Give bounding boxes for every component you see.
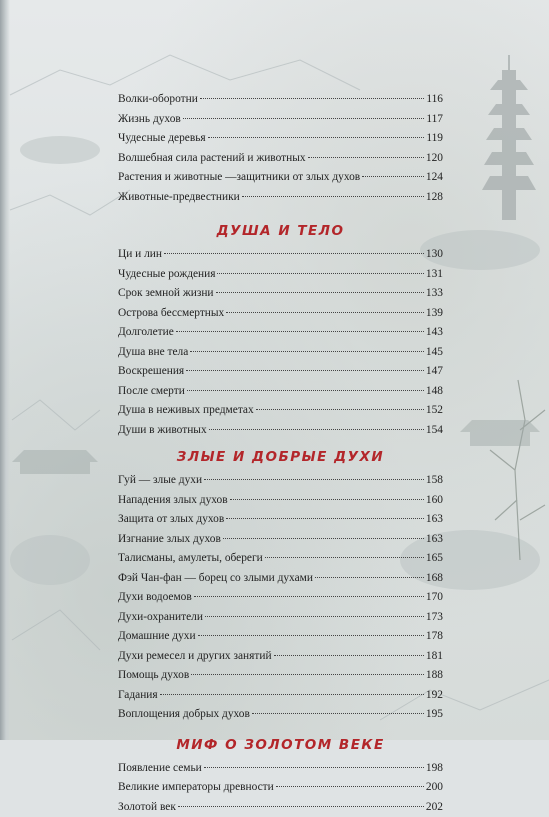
toc-entry: Чудесные деревья 119	[118, 129, 443, 149]
toc-entry: Острова бессмертных 139	[118, 304, 443, 324]
toc-entry: Душа в неживых предметах 152	[118, 401, 443, 421]
leader-dots	[362, 176, 424, 177]
toc-section-1	[118, 90, 443, 207]
toc-entry: Защита от злых духов 163	[118, 510, 443, 530]
toc-entry: Гуй — злые духи 158	[118, 471, 443, 491]
pagoda-illustration	[482, 55, 536, 220]
toc-entry: Духи ремесел и других занятий 181	[118, 647, 443, 667]
leader-dots	[252, 713, 424, 714]
leader-dots	[209, 429, 424, 430]
toc-entry: Ци и лин 130	[118, 245, 443, 265]
toc-entry: Талисманы, амулеты, обереги 165	[118, 549, 443, 569]
leader-dots	[208, 137, 425, 138]
leader-dots	[200, 98, 424, 99]
leader-dots	[276, 786, 424, 787]
toc-entry: Помощь духов 188	[118, 666, 443, 686]
toc-entry: Появление семьи 198	[118, 759, 443, 779]
leader-dots	[160, 694, 424, 695]
leader-dots	[274, 655, 424, 656]
leader-dots	[204, 767, 424, 768]
leader-dots	[187, 390, 424, 391]
leader-dots	[256, 409, 424, 410]
toc-entry: Чудесные рождения 131	[118, 265, 443, 285]
toc-entry: Срок земной жизни 133	[118, 284, 443, 304]
leader-dots	[194, 596, 424, 597]
leader-dots	[308, 157, 424, 158]
toc-entry: Домашние духи 178	[118, 627, 443, 647]
leader-dots	[242, 196, 424, 197]
toc-entry: Духи-охранители 173	[118, 608, 443, 628]
section-heading: ЗЛЫЕ И ДОБРЫЕ ДУХИ	[118, 443, 443, 471]
toc-section-4	[118, 731, 443, 817]
toc-entry: Животные-предвестники 128	[118, 188, 443, 208]
leader-dots	[190, 351, 424, 352]
toc-section-2	[118, 217, 443, 440]
toc-entry: Долголетие 143	[118, 323, 443, 343]
toc-entry: Гадания 192	[118, 686, 443, 706]
toc-entry: Нападения злых духов 160	[118, 491, 443, 511]
leader-dots	[176, 331, 424, 332]
leader-dots	[230, 499, 424, 500]
toc-entry: Золотой век 202	[118, 798, 443, 817]
leader-dots	[226, 518, 424, 519]
toc-entry: Душа вне тела 145	[118, 343, 443, 363]
toc-entry: Фэй Чан-фан — борец со злыми духами 168	[118, 569, 443, 589]
toc-entry: Растения и животные —защитники от злых духов 124	[118, 168, 443, 188]
toc-entry: Духи водоемов 170	[118, 588, 443, 608]
toc-section-3	[118, 443, 443, 725]
toc-entry: Великие императоры древности 200	[118, 778, 443, 798]
toc-entry: Жизнь духов 117	[118, 110, 443, 130]
toc-entry: После смерти 148	[118, 382, 443, 402]
toc-entry: Воскрешения 147	[118, 362, 443, 382]
leader-dots	[178, 806, 424, 807]
toc-entry: Волки-оборотни 116	[118, 90, 443, 110]
leader-dots	[205, 616, 424, 617]
toc-entry: Души в животных 154	[118, 421, 443, 441]
section-heading: МИФ О ЗОЛОТОМ ВЕКЕ	[118, 731, 443, 759]
leader-dots	[183, 118, 425, 119]
leader-dots	[204, 479, 424, 480]
leader-dots	[315, 577, 424, 578]
leader-dots	[186, 370, 424, 371]
toc-entry: Воплощения добрых духов 195	[118, 705, 443, 725]
leader-dots	[191, 674, 424, 675]
leader-dots	[223, 538, 424, 539]
toc-entry: Изгнание злых духов 163	[118, 530, 443, 550]
leader-dots	[217, 273, 423, 274]
toc-entry: Волшебная сила растений и животных 120	[118, 149, 443, 169]
leader-dots	[226, 312, 424, 313]
leader-dots	[198, 635, 424, 636]
leader-dots	[265, 557, 424, 558]
leader-dots	[164, 253, 424, 254]
table-of-contents	[118, 90, 443, 817]
leader-dots	[216, 292, 424, 293]
section-heading: ДУША И ТЕЛО	[118, 217, 443, 245]
